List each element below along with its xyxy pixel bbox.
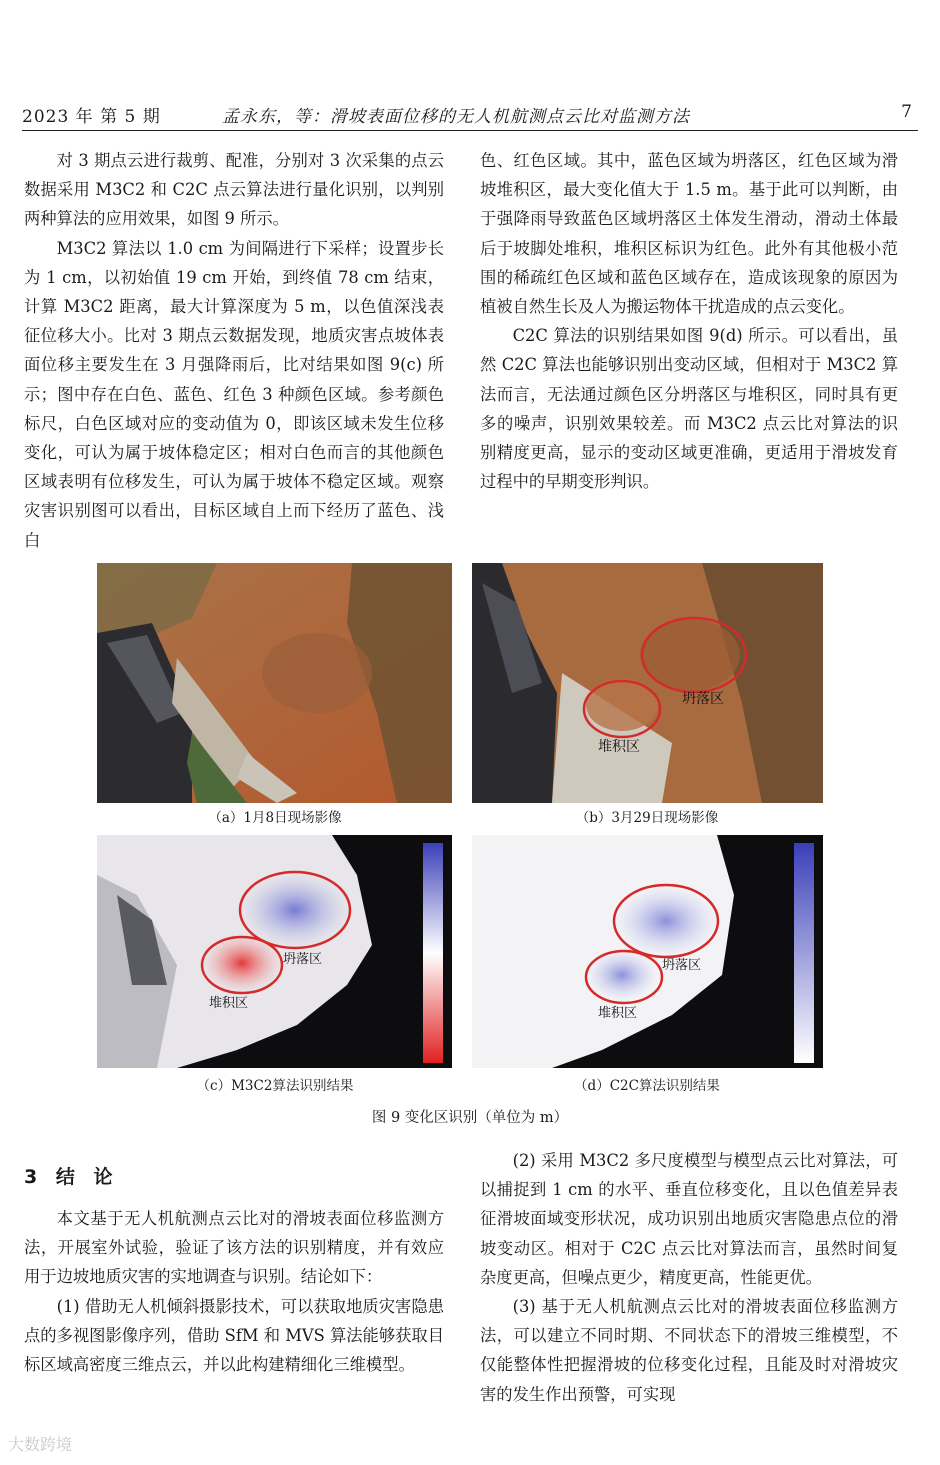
label-deposit-zone: 堆积区	[598, 1006, 638, 1021]
issue-label: 2023 年 第 5 期	[22, 107, 161, 127]
right-column-bottom	[480, 1146, 898, 1409]
left-column-top	[24, 146, 444, 555]
watermark: 大数跨境	[8, 1435, 73, 1454]
paragraph: 对 3 期点云进行裁剪、配准，分别对 3 次采集的点云数据采用 M3C2 和 C2C 点云算法进行量化识别，以判别两种算法的应用效果，如图 9 所示。	[24, 151, 444, 229]
subcaption-a: （a）1月8日现场影像	[208, 810, 342, 826]
paragraph: M3C2 算法以 1.0 cm 为间隔进行下采样；设置步长为 1 cm，以初始值 19 cm 开始，到终值 78 cm 结束，计算 M3C2 距离，最大计算深度为 5 m，以色值深浅表征位移大小。比对 3 期点云数据发现，地质灾害点坡体表面位移主要发生在 3 月强降雨后，比对结果如图 9(c) 所示；图中存在白色、蓝色、红色 3 种颜色区域。参考颜色标尺，白色区域对应的变动值为 0，即该区域未发生位移变化，可认为属于坡体稳定区；相对白色而言的其他颜色区域表明有位移发生，可认为属于坡体不稳定区域。观察灾害识别图可以看出，目标区域自上而下经历了蓝色、浅白	[24, 238, 444, 550]
paragraph: (2) 采用 M3C2 多尺度模型与模型点云比对算法，可以捕捉到 1 cm 的水平、垂直位移变化，且以色值差异表征滑坡面域变形状况，成功识别出地质灾害隐患点位的滑坡变动区。相对于 C2C 点云比对算法而言，虽然时间复杂度更高，但噪点更少，精度更高，性能更优。	[480, 1151, 898, 1287]
label-collapse-zone: 坍落区	[283, 952, 323, 967]
section-heading: 3 结 论	[24, 1166, 119, 1188]
figure-d-c2c-result	[472, 835, 823, 1068]
label-collapse-zone: 坍落区	[662, 958, 702, 973]
paragraph: 本文基于无人机航测点云比对的滑坡表面位移监测方法，开展室外试验，验证了该方法的识别精度，并有效应用于边坡地质灾害的实地调查与识别。结论如下：	[24, 1209, 444, 1287]
subcaption-d: （d）C2C算法识别结果	[574, 1078, 720, 1094]
subcaption-c: （c）M3C2算法识别结果	[196, 1078, 354, 1094]
paragraph: 色、红色区域。其中，蓝色区域为坍落区，红色区域为滑坡堆积区，最大变化值大于 1.5 m。基于此可以判断，由于强降雨导致蓝色区域坍落区土体发生滑动，滑动土体最后于坡脚处堆积，堆积区标识为红色。此外有其他极小范围的稀疏红色区域和蓝色区域存在，造成该现象的原因为植被自然生长及人为搬运物体干扰造成的点云变化。	[480, 151, 898, 317]
figure-caption: 图 9 变化区识别（单位为 m）	[371, 1110, 569, 1126]
m3c2-color-scale	[423, 843, 443, 1063]
figure-b-site-photo-mar29	[472, 563, 823, 803]
right-column-top	[480, 146, 898, 496]
figure-c-m3c2-result	[97, 835, 452, 1068]
running-header	[22, 98, 918, 131]
paragraph: C2C 算法的识别结果如图 9(d) 所示。可以看出，虽然 C2C 算法也能够识别出变动区域，但相对于 M3C2 算法而言，无法通过颜色区分坍落区与堆积区，同时具有更多的噪声，识别效果较差。而 M3C2 点云比对算法的识别精度更高，显示的变动区域更准确，更适用于滑坡发育过程中的早期变形判识。	[480, 326, 898, 492]
paragraph: (3) 基于无人机航测点云比对的滑坡表面位移监测方法，可以建立不同时期、不同状态下的滑坡三维模型，不仅能整体性把握滑坡的位移变化过程，且能及时对滑坡灾害的发生作出预警，可实现	[480, 1297, 898, 1404]
running-title: 孟永东，等：滑坡表面位移的无人机航测点云比对监测方法	[222, 107, 690, 127]
label-deposit-zone: 堆积区	[209, 996, 249, 1011]
figure-a-site-photo-jan8	[97, 563, 452, 803]
subcaption-b: （b）3月29日现场影像	[575, 810, 719, 826]
c2c-color-scale	[794, 843, 814, 1063]
paragraph: (1) 借助无人机倾斜摄影技术，可以获取地质灾害隐患点的多视图影像序列，借助 SfM 和 MVS 算法能够获取目标区域高密度三维点云，并以此构建精细化三维模型。	[24, 1296, 444, 1375]
label-deposit-zone: 堆积区	[598, 739, 640, 755]
label-collapse-zone: 坍落区	[682, 691, 724, 707]
page-number: 7	[901, 102, 912, 122]
left-column-bottom	[24, 1204, 444, 1379]
